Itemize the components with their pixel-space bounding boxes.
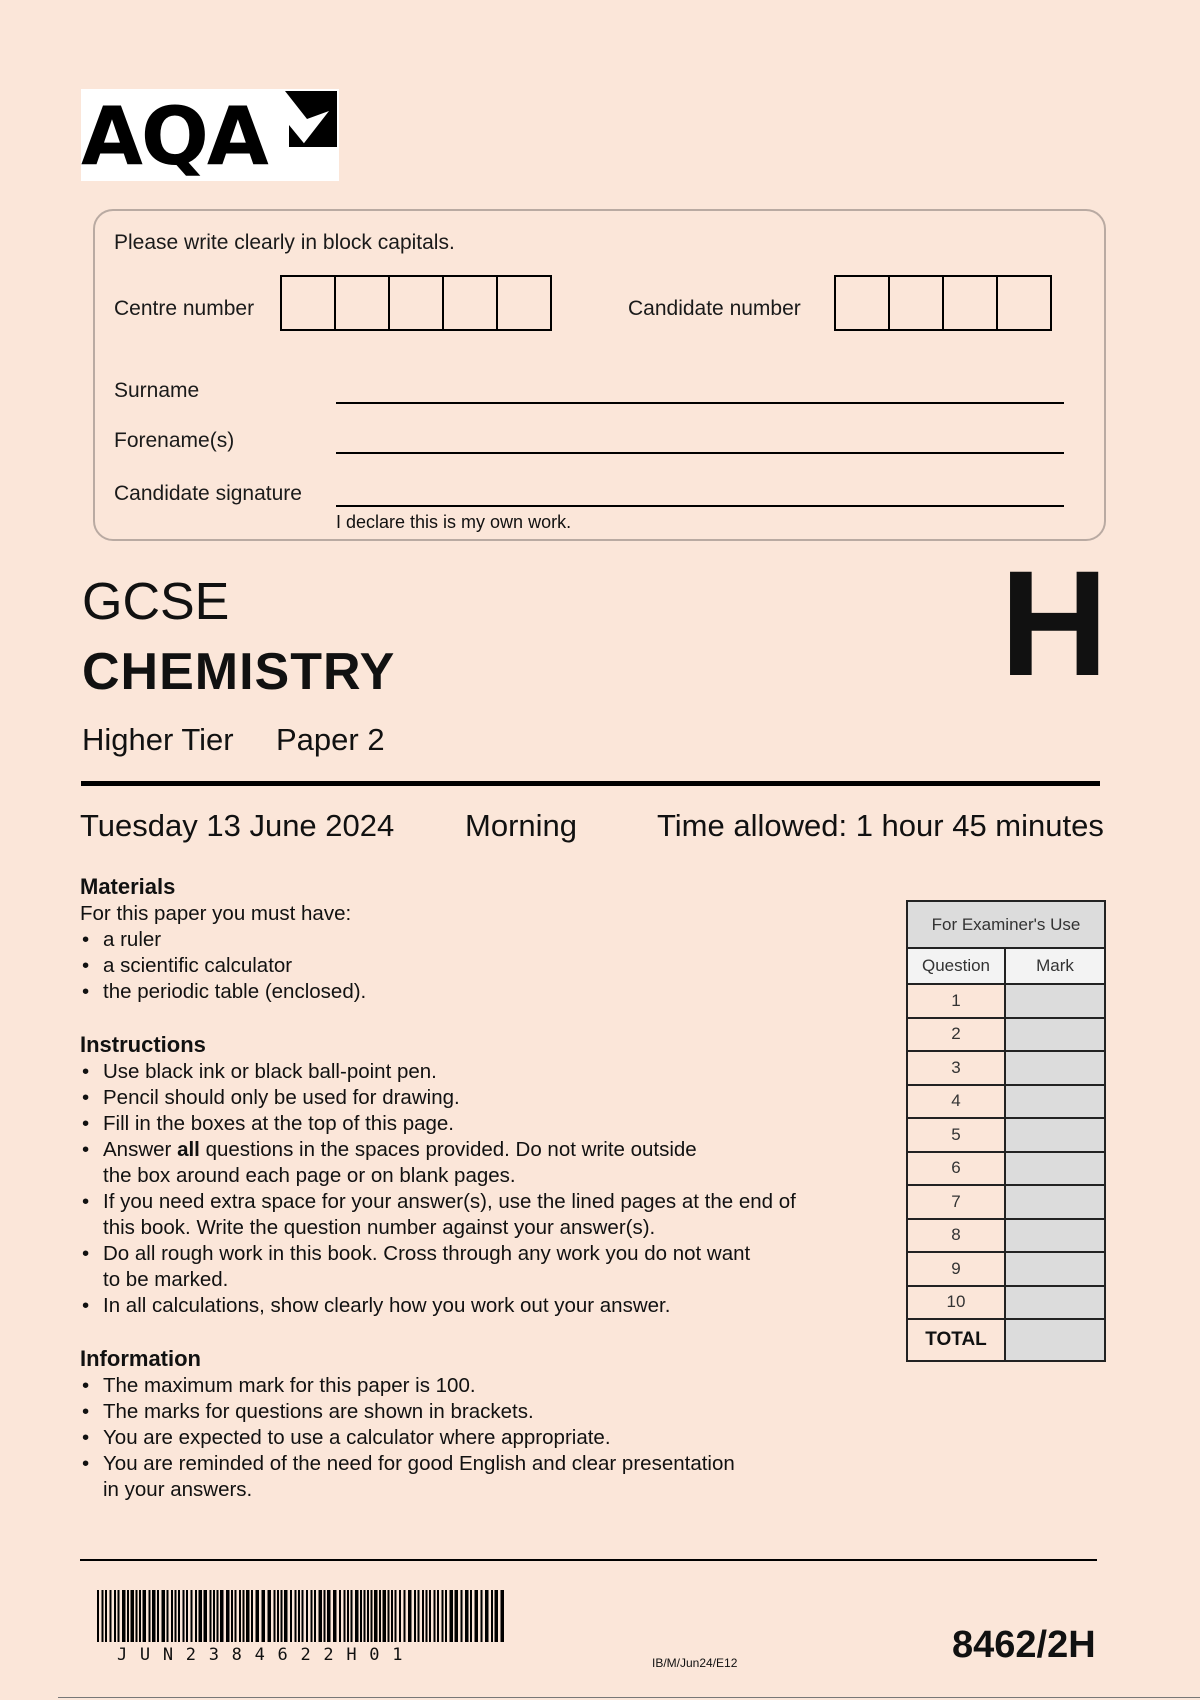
barcode-number: JUN2384622H01 bbox=[117, 1645, 416, 1665]
barcode-bar bbox=[281, 1590, 283, 1642]
barcode-bar bbox=[481, 1590, 483, 1642]
barcode-bar bbox=[374, 1590, 378, 1642]
barcode bbox=[97, 1590, 507, 1642]
centre-number-box[interactable] bbox=[334, 275, 390, 331]
barcode-bar bbox=[351, 1590, 353, 1642]
barcode-bar bbox=[465, 1590, 469, 1642]
candidate-number-box[interactable] bbox=[888, 275, 944, 331]
barcode-bar bbox=[383, 1590, 387, 1642]
instructions-heading: Instructions bbox=[80, 1032, 206, 1057]
item-continuation: the box around each page or on blank pages. bbox=[103, 1164, 516, 1187]
table-row bbox=[907, 984, 1105, 1018]
total-row bbox=[907, 1319, 1105, 1361]
barcode-bar bbox=[327, 1590, 331, 1642]
barcode-bar bbox=[183, 1590, 185, 1642]
candidate-number-label: Candidate number bbox=[628, 297, 801, 320]
barcode-bar bbox=[437, 1590, 439, 1642]
barcode-bar bbox=[191, 1590, 193, 1642]
barcode-bar bbox=[475, 1590, 479, 1642]
list-item: • the periodic table (enclosed). bbox=[80, 979, 900, 1005]
barcode-bar bbox=[445, 1590, 447, 1642]
table-row bbox=[907, 1051, 1105, 1085]
barcode-bar bbox=[501, 1590, 505, 1642]
barcode-bar bbox=[339, 1590, 341, 1642]
barcode-bar bbox=[360, 1590, 362, 1642]
surname-label: Surname bbox=[114, 379, 200, 402]
barcode-bar bbox=[210, 1590, 212, 1642]
barcode-bar bbox=[149, 1590, 151, 1642]
mark-cell bbox=[1005, 1286, 1105, 1320]
barcode-bar bbox=[152, 1590, 156, 1642]
list-item bbox=[80, 1189, 900, 1241]
question-column-header: Question bbox=[907, 948, 1005, 984]
centre-number-box[interactable] bbox=[280, 275, 336, 331]
list-item bbox=[80, 1241, 900, 1293]
paper-reference: IB/M/Jun24/E12 bbox=[652, 1656, 738, 1670]
barcode-bar bbox=[251, 1590, 253, 1642]
barcode-bar bbox=[355, 1590, 359, 1642]
table-row bbox=[907, 1252, 1105, 1286]
barcode-bar bbox=[243, 1590, 245, 1642]
candidate-number-box[interactable] bbox=[996, 275, 1052, 331]
examiner-use-table bbox=[906, 900, 1106, 1362]
barcode-bar bbox=[226, 1590, 230, 1642]
barcode-bar bbox=[298, 1590, 300, 1642]
barcode-bar bbox=[314, 1590, 316, 1642]
list-item: • You are expected to use a calculator where appropriate. bbox=[80, 1425, 900, 1451]
barcode-bar bbox=[311, 1590, 313, 1642]
list-item: • Fill in the boxes at the top of this page. bbox=[80, 1111, 900, 1137]
barcode-bar bbox=[186, 1590, 188, 1642]
item-text: You are reminded of the need for good English and clear presentation bbox=[103, 1452, 735, 1475]
barcode-bar bbox=[131, 1590, 135, 1642]
aqa-logo bbox=[81, 89, 339, 181]
barcode-bar bbox=[388, 1590, 390, 1642]
barcode-bar bbox=[178, 1590, 180, 1642]
table-row bbox=[907, 1018, 1105, 1052]
item-continuation: in your answers. bbox=[103, 1478, 253, 1501]
title-divider bbox=[81, 781, 1100, 786]
barcode-bar bbox=[246, 1590, 250, 1642]
barcode-bar bbox=[347, 1590, 349, 1642]
barcode-bar bbox=[268, 1590, 272, 1642]
centre-number-box[interactable] bbox=[442, 275, 498, 331]
surname-line[interactable] bbox=[336, 402, 1064, 404]
footer-divider bbox=[80, 1559, 1097, 1561]
barcode-bar bbox=[256, 1590, 260, 1642]
table-row bbox=[907, 1152, 1105, 1186]
barcode-bar bbox=[157, 1590, 159, 1642]
barcode-bar bbox=[143, 1590, 147, 1642]
candidate-number-box[interactable] bbox=[834, 275, 890, 331]
subject-title: CHEMISTRY bbox=[82, 643, 396, 701]
tier-letter: H bbox=[1000, 539, 1109, 707]
list-item: • a scientific calculator bbox=[80, 953, 900, 979]
list-item bbox=[80, 1137, 900, 1189]
barcode-bar bbox=[290, 1590, 292, 1642]
barcode-bar bbox=[118, 1590, 120, 1642]
barcode-bar bbox=[167, 1590, 169, 1642]
table-row bbox=[907, 1118, 1105, 1152]
barcode-bar bbox=[344, 1590, 346, 1642]
qualification-title: GCSE bbox=[82, 573, 230, 631]
barcode-bar bbox=[295, 1590, 297, 1642]
barcode-bar bbox=[306, 1590, 308, 1642]
barcode-bar bbox=[171, 1590, 173, 1642]
barcode-bar bbox=[379, 1590, 381, 1642]
total-label: TOTAL bbox=[907, 1319, 1005, 1361]
list-item: • The marks for questions are shown in brackets. bbox=[80, 1399, 900, 1425]
barcode-bar bbox=[399, 1590, 401, 1642]
page-edge-line bbox=[58, 1697, 1200, 1698]
mark-cell bbox=[1005, 1185, 1105, 1219]
barcode-bar bbox=[364, 1590, 366, 1642]
total-mark-cell bbox=[1005, 1319, 1105, 1361]
barcode-bar bbox=[495, 1590, 499, 1642]
table-row bbox=[907, 1185, 1105, 1219]
barcode-bar bbox=[220, 1590, 224, 1642]
list-item: • a ruler bbox=[80, 927, 900, 953]
barcode-bar bbox=[302, 1590, 304, 1642]
forenames-label: Forename(s) bbox=[114, 429, 235, 452]
barcode-bar bbox=[491, 1590, 493, 1642]
item-continuation: this book. Write the question number against your answer(s). bbox=[103, 1216, 656, 1239]
barcode-bar bbox=[319, 1590, 323, 1642]
barcode-bar bbox=[97, 1590, 99, 1642]
question-number: 8 bbox=[907, 1219, 1005, 1253]
barcode-bar bbox=[333, 1590, 337, 1642]
barcode-bar bbox=[450, 1590, 454, 1642]
barcode-bar bbox=[239, 1590, 241, 1642]
barcode-bar bbox=[422, 1590, 424, 1642]
barcode-bar bbox=[204, 1590, 208, 1642]
mark-cell bbox=[1005, 1051, 1105, 1085]
materials-intro: For this paper you must have: bbox=[80, 902, 352, 925]
item-text: Do all rough work in this book. Cross through any work you do not want bbox=[103, 1242, 751, 1265]
logo-text: AQA bbox=[81, 90, 267, 183]
item-text: questions in the spaces provided. Do not write outside bbox=[205, 1138, 697, 1161]
barcode-bar bbox=[442, 1590, 444, 1642]
mark-cell bbox=[1005, 1118, 1105, 1152]
declaration-text: I declare this is my own work. bbox=[336, 512, 572, 532]
barcode-bar bbox=[277, 1590, 279, 1642]
barcode-bar bbox=[324, 1590, 326, 1642]
mark-column-header: Mark bbox=[1005, 948, 1105, 984]
barcode-bar bbox=[426, 1590, 428, 1642]
barcode-bar bbox=[195, 1590, 197, 1642]
mark-cell bbox=[1005, 1018, 1105, 1052]
item-prefix: Answer bbox=[103, 1138, 178, 1161]
barcode-bar bbox=[235, 1590, 237, 1642]
list-item: • The maximum mark for this paper is 100. bbox=[80, 1373, 900, 1399]
centre-number-box[interactable] bbox=[496, 275, 552, 331]
barcode-bar bbox=[470, 1590, 472, 1642]
information-list bbox=[80, 1373, 900, 1503]
materials-section bbox=[80, 873, 900, 1005]
table-row bbox=[907, 1085, 1105, 1119]
information-section bbox=[80, 1345, 900, 1503]
candidate-number-box[interactable] bbox=[942, 275, 998, 331]
barcode-bar bbox=[434, 1590, 436, 1642]
barcode-bar bbox=[162, 1590, 166, 1642]
instructions-list bbox=[80, 1059, 900, 1319]
materials-heading: Materials bbox=[80, 874, 176, 899]
question-number: 9 bbox=[907, 1252, 1005, 1286]
list-item bbox=[80, 1451, 900, 1503]
mark-cell bbox=[1005, 1219, 1105, 1253]
barcode-bar bbox=[284, 1590, 288, 1642]
table-row bbox=[907, 1219, 1105, 1253]
question-number: 2 bbox=[907, 1018, 1005, 1052]
paper-code: 8462/2H bbox=[952, 1624, 1096, 1666]
barcode-bar bbox=[139, 1590, 141, 1642]
mark-cell bbox=[1005, 1085, 1105, 1119]
barcode-bar bbox=[213, 1590, 215, 1642]
barcode-bar bbox=[114, 1590, 116, 1642]
centre-number-box[interactable] bbox=[388, 275, 444, 331]
time-allowed: Time allowed: 1 hour 45 minutes bbox=[657, 808, 1104, 843]
candidate-number-boxes[interactable] bbox=[834, 275, 1052, 331]
barcode-bar bbox=[455, 1590, 459, 1642]
question-number: 1 bbox=[907, 984, 1005, 1018]
barcode-bar bbox=[371, 1590, 373, 1642]
barcode-bar bbox=[127, 1590, 129, 1642]
examiner-table-title: For Examiner's Use bbox=[907, 901, 1105, 948]
materials-list bbox=[80, 927, 900, 1005]
exam-session: Morning bbox=[465, 808, 577, 843]
centre-number-boxes[interactable] bbox=[280, 275, 552, 331]
mark-cell bbox=[1005, 1152, 1105, 1186]
barcode-bar bbox=[274, 1590, 276, 1642]
barcode-bar bbox=[217, 1590, 219, 1642]
barcode-bar bbox=[418, 1590, 420, 1642]
mark-cell bbox=[1005, 984, 1105, 1018]
barcode-bar bbox=[485, 1590, 489, 1642]
barcode-bar bbox=[367, 1590, 369, 1642]
question-number: 3 bbox=[907, 1051, 1005, 1085]
barcode-bar bbox=[136, 1590, 138, 1642]
question-number: 4 bbox=[907, 1085, 1005, 1119]
question-number: 7 bbox=[907, 1185, 1005, 1219]
barcode-bar bbox=[429, 1590, 431, 1642]
item-text: If you need extra space for your answer(s), use the lined pages at the end of bbox=[103, 1190, 796, 1213]
barcode-bar bbox=[391, 1590, 393, 1642]
barcode-bar bbox=[262, 1590, 266, 1642]
barcode-bar bbox=[110, 1590, 112, 1642]
question-number: 10 bbox=[907, 1286, 1005, 1320]
item-continuation: to be marked. bbox=[103, 1268, 229, 1291]
question-number: 6 bbox=[907, 1152, 1005, 1186]
question-number: 5 bbox=[907, 1118, 1005, 1152]
signature-line[interactable] bbox=[336, 505, 1064, 507]
barcode-bar bbox=[408, 1590, 412, 1642]
barcode-bar bbox=[404, 1590, 406, 1642]
barcode-bar bbox=[122, 1590, 126, 1642]
table-row bbox=[907, 1286, 1105, 1320]
barcode-bar bbox=[231, 1590, 233, 1642]
centre-number-label: Centre number bbox=[114, 297, 255, 320]
list-item: • In all calculations, show clearly how you work out your answer. bbox=[80, 1293, 900, 1319]
tier-label: Higher Tier bbox=[82, 722, 234, 757]
mark-cell bbox=[1005, 1252, 1105, 1286]
signature-label: Candidate signature bbox=[114, 482, 302, 505]
information-heading: Information bbox=[80, 1346, 201, 1371]
block-capitals-instruction: Please write clearly in block capitals. bbox=[114, 231, 455, 254]
instructions-section bbox=[80, 1031, 900, 1319]
barcode-bar bbox=[199, 1590, 203, 1642]
barcode-bar bbox=[461, 1590, 463, 1642]
barcode-bar bbox=[414, 1590, 416, 1642]
item-emphasis: all bbox=[177, 1138, 200, 1161]
barcode-bar bbox=[102, 1590, 104, 1642]
exam-date: Tuesday 13 June 2024 bbox=[80, 808, 395, 843]
list-item: • Use black ink or black ball-point pen. bbox=[80, 1059, 900, 1085]
barcode-bar bbox=[395, 1590, 397, 1642]
forenames-line[interactable] bbox=[336, 452, 1064, 454]
list-item: • Pencil should only be used for drawing. bbox=[80, 1085, 900, 1111]
barcode-bar bbox=[175, 1590, 177, 1642]
paper-label: Paper 2 bbox=[276, 722, 385, 757]
logo-leaf-icon bbox=[283, 89, 339, 149]
barcode-bar bbox=[105, 1590, 107, 1642]
